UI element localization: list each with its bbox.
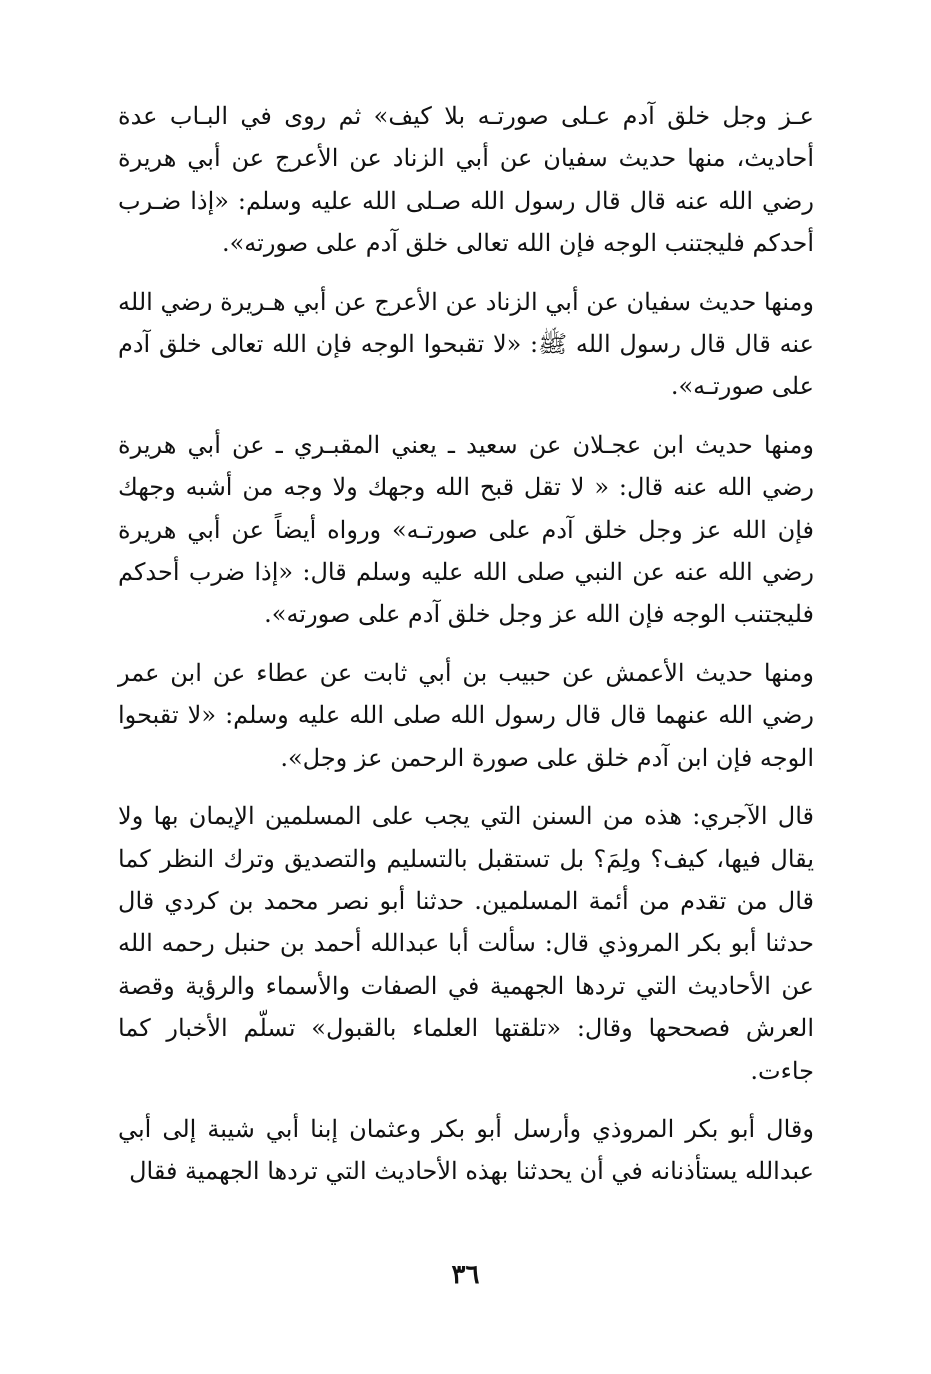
paragraph-1: عـز وجل خلق آدم عـلى صورتـه بلا كيف» ثم روى في البـاب عدة أحاديث، منها حديث سفيان عن أبي الزناد عن الأعرج عن أبي هريرة رضي الله عنه قال قال رسول الله صـلى الله عليه وسلم: «إذا ضـرب أحدكم فليجتنب الوجه فإن الله تعالى خلق آدم على صورته». xyxy=(118,102,814,258)
paragraph-3: ومنها حديث ابن عجـلان عن سعيد ـ يعني المقبـري ـ عن أبي هريرة رضي الله عنه قال: « لا تقل قبح الله وجهك ولا وجه من أشبه وجهك فإن الله عز وجل خلق آدم على صورتـه» ورواه أيضاً عن أبي هريرة رضي الله عنه عن النبي صلى الله عليه وسلم قال: «إذا ضرب أحدكم فليجتنب الوجه فإن الله عز وجل خلق آدم على صورته». xyxy=(118,430,814,629)
page-number: ٣٦ xyxy=(451,1260,480,1290)
page-body-text xyxy=(118,95,814,1193)
paragraph-5: قال الآجري: هذه من السنن التي يجب على المسلمين الإيمان بها ولا يقال فيها، كيف؟ ولِمَ؟ بل تستقبل بالتسليم والتصديق وترك النظر كما قال من تقدم من أئمة المسلمين. حدثنا أبو نصر محمد بن كردي قال حدثنا أبو بكر المروذي قال: سألت أبا عبدالله أحمد بن حنبل رحمه الله عن الأحاديث التي تردها الجهمية في الصفات والأسماء والرؤية وقصة العرش فصححها وقال: «تلقتها العلماء بالقبول» تسلّم الأخبار كما جاءت. xyxy=(118,802,814,1085)
paragraph-2: ومنها حديث سفيان عن أبي الزناد عن الأعرج عن أبي هـريرة رضي الله عنه قال قال رسول الله ﷺ: «لا تقبحوا الوجه فإن الله تعالى خلق آدم على صورتـه». xyxy=(118,287,814,401)
paragraph-4: ومنها حديث الأعمش عن حبيب بن أبي ثابت عن عطاء عن ابن عمر رضي الله عنهما قال قال رسول الله صلى الله عليه وسلم: «لا تقبحوا الوجه فإن ابن آدم خلق على صورة الرحمن عز وجل». xyxy=(118,658,814,772)
paragraph-6: وقال أبو بكر المروذي وأرسل أبو بكر وعثمان إبنا أبي شيبة إلى أبي عبدالله يستأذنانه في أن يحدثنا بهذه الأحاديث التي تردها الجهمية فقال xyxy=(118,1114,814,1186)
